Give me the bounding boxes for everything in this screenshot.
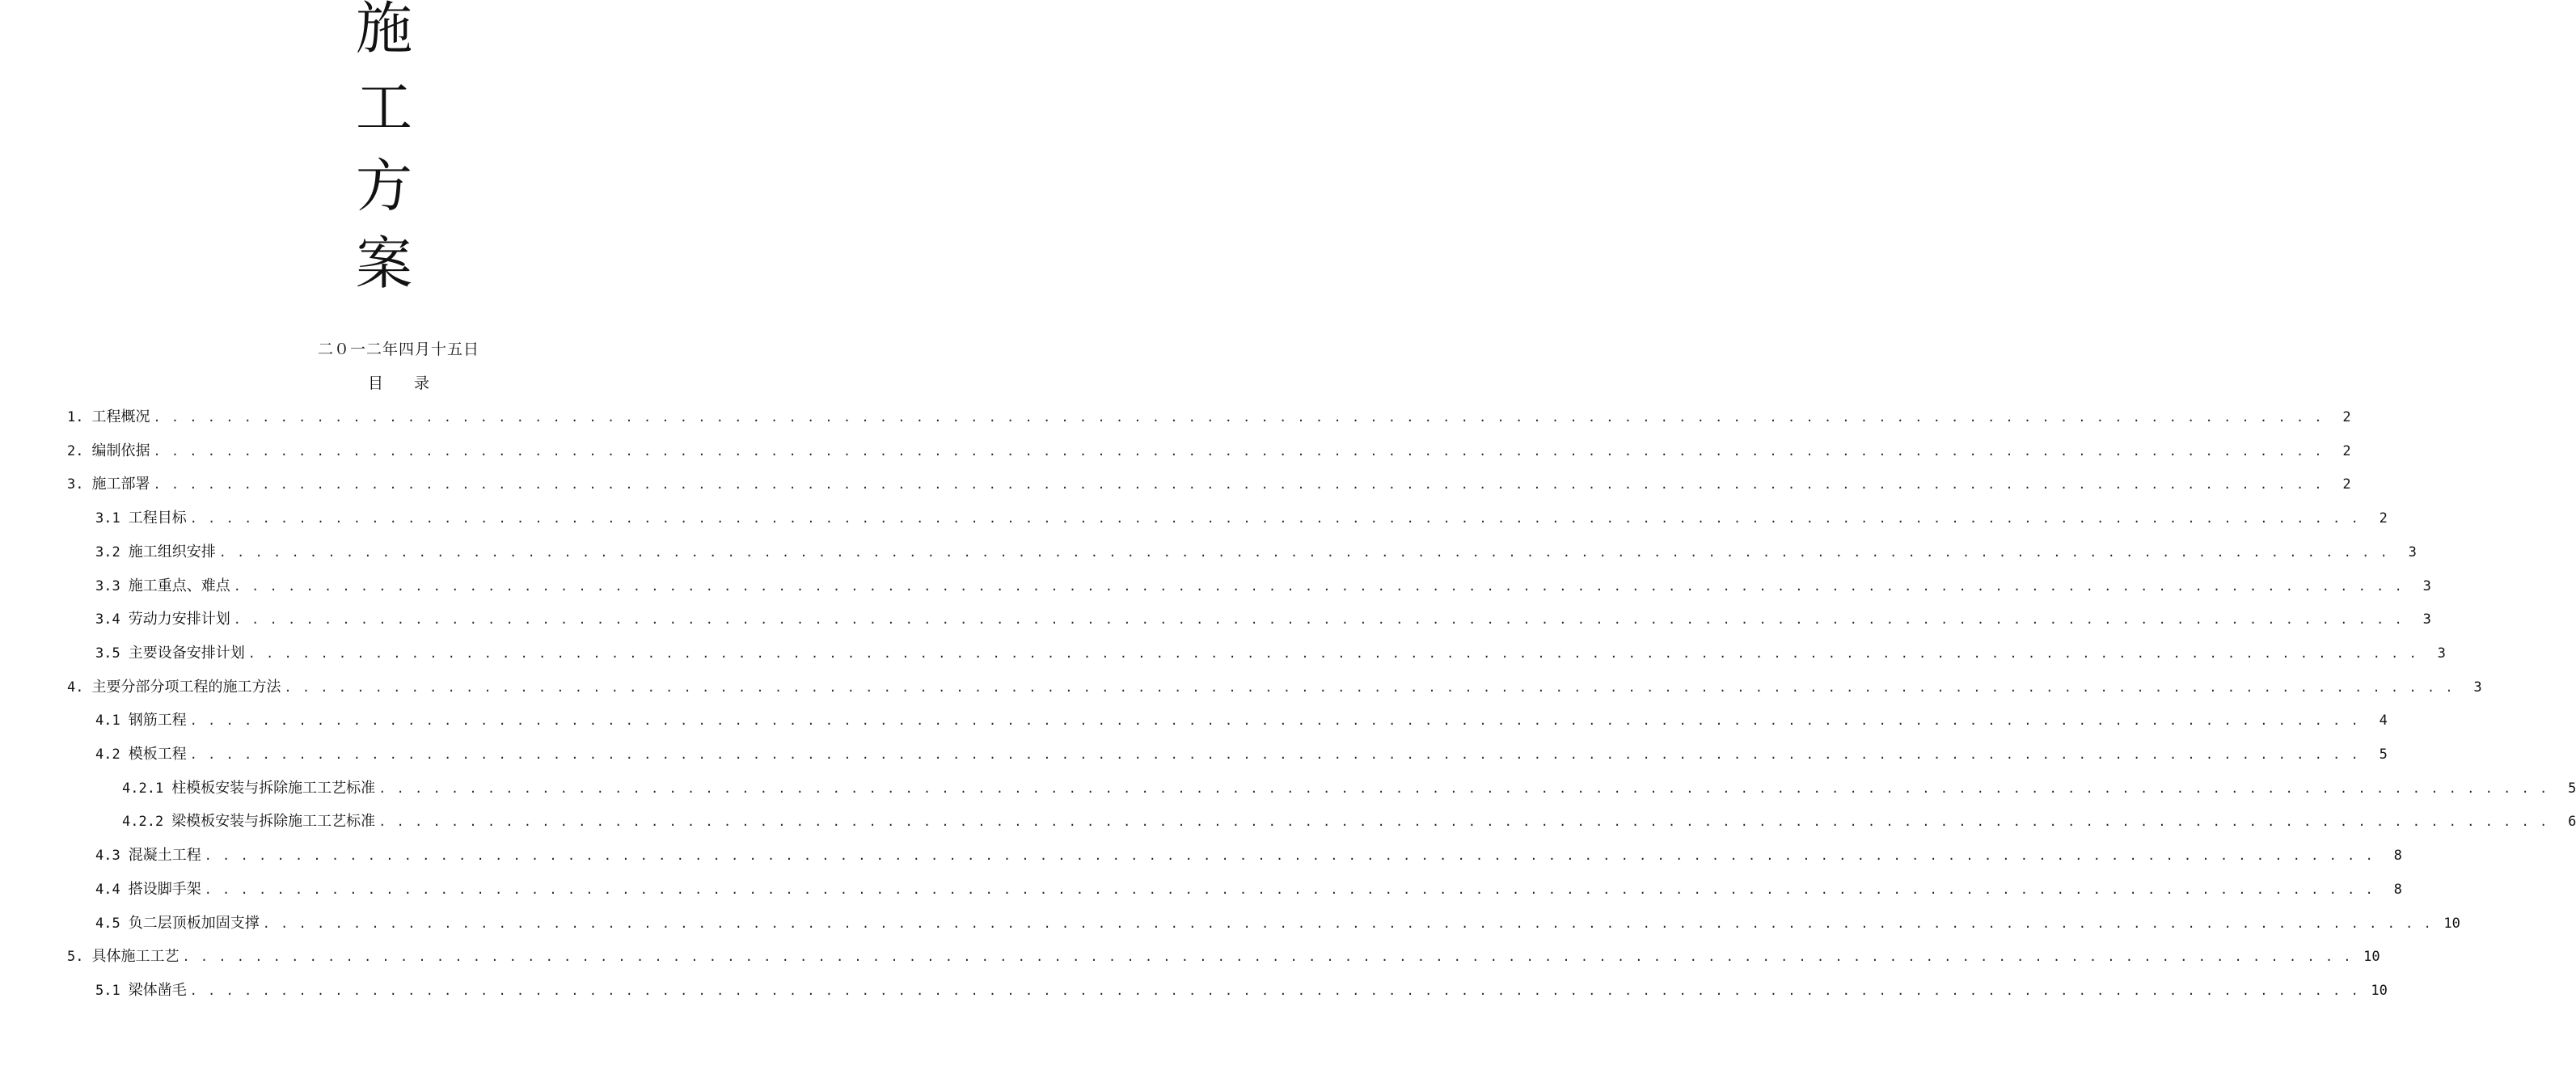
- title-char: 案: [356, 231, 412, 297]
- toc-entry-label: 主要分部分项工程的施工方法: [91, 679, 281, 696]
- toc-entry-page: 8: [2393, 882, 2402, 898]
- toc-leader-dots: . . . . . . . . . . . . . . . . . . . . . . . . . . . . . . . . . . . . . . . . . . . . . . . . . . . . . . . . . . . . . . . . . . . . . . . . . . . . . . . . . . . . . . . . . . . . . . . . . . . . . . . . . . . . . . . . . . . . . . . .: [153, 477, 2324, 492]
- toc-entry-page: 10: [2363, 949, 2380, 965]
- toc-entry-page: 10: [2371, 983, 2388, 999]
- title-char: 施: [356, 0, 412, 61]
- toc-entry-label: 主要设备安排计划: [128, 645, 245, 662]
- toc-entry-label: 搭设脚手架: [128, 881, 201, 898]
- toc-entry-number: 5.: [67, 949, 84, 965]
- toc-leader-dots: . . . . . . . . . . . . . . . . . . . . . . . . . . . . . . . . . . . . . . . . . . . . . . . . . . . . . . . . . . . . . . . . . . . . . . . . . . . . . . . . . . . . . . . . . . . . . . . . . . . . . . . . . . . . . . . . . . . . . . . .: [378, 814, 2549, 829]
- toc-entry[interactable]: [67, 946, 2380, 967]
- toc-entry-label: 负二层顶板加固支撑: [128, 915, 260, 932]
- toc-entry-page: 3: [2437, 645, 2446, 662]
- toc-entry-label: 模板工程: [128, 746, 187, 763]
- toc-entry[interactable]: [95, 643, 2446, 664]
- toc-entry-number: 4.5: [95, 916, 120, 932]
- toc-entry-number: 1.: [67, 409, 84, 425]
- toc-leader-dots: . . . . . . . . . . . . . . . . . . . . . . . . . . . . . . . . . . . . . . . . . . . . . . . . . . . . . . . . . . . . . . . . . . . . . . . . . . . . . . . . . . . . . . . . . . . . . . . . . . . . . . . . . . . . . . . . . . . . . . . .: [189, 511, 2360, 526]
- toc-leader-dots: . . . . . . . . . . . . . . . . . . . . . . . . . . . . . . . . . . . . . . . . . . . . . . . . . . . . . . . . . . . . . . . . . . . . . . . . . . . . . . . . . . . . . . . . . . . . . . . . . . . . . . . . . . . . . . . . . . . . . . . .: [189, 747, 2360, 762]
- toc-entry[interactable]: [95, 845, 2402, 866]
- toc-leader-dots: . . . . . . . . . . . . . . . . . . . . . . . . . . . . . . . . . . . . . . . . . . . . . . . . . . . . . . . . . . . . . . . . . . . . . . . . . . . . . . . . . . . . . . . . . . . . . . . . . . . . . . . . . . . . . . . . . . . . . . . .: [189, 983, 2360, 998]
- toc-entry[interactable]: [95, 508, 2388, 529]
- toc-entry[interactable]: [95, 980, 2388, 1001]
- toc-entry[interactable]: [95, 542, 2417, 563]
- toc-entry-page: 6: [2568, 814, 2576, 830]
- toc-leader-dots: . . . . . . . . . . . . . . . . . . . . . . . . . . . . . . . . . . . . . . . . . . . . . . . . . . . . . . . . . . . . . . . . . . . . . . . . . . . . . . . . . . . . . . . . . . . . . . . . . . . . . . . . . . . . . . . . . . . . . . . .: [153, 410, 2324, 425]
- toc-entry-label: 编制依据: [91, 442, 150, 459]
- toc-entry[interactable]: [95, 913, 2460, 934]
- toc-entry-number: 4.2.2: [122, 814, 164, 830]
- toc-entry-number: 3.3: [95, 578, 120, 594]
- toc-entry-number: 4.: [67, 679, 84, 696]
- toc-entry-label: 施工组织安排: [128, 544, 216, 560]
- toc-entry-page: 3: [2408, 544, 2417, 560]
- toc-leader-dots: . . . . . . . . . . . . . . . . . . . . . . . . . . . . . . . . . . . . . . . . . . . . . . . . . . . . . . . . . . . . . . . . . . . . . . . . . . . . . . . . . . . . . . . . . . . . . . . . . . . . . . . . . . . . . . . . . . . . . . . .: [204, 848, 2375, 863]
- toc-heading-char: 录: [414, 374, 430, 392]
- toc-entry[interactable]: [67, 407, 2351, 428]
- toc-entry[interactable]: [95, 879, 2402, 900]
- toc-entry-label: 工程概况: [91, 408, 150, 425]
- toc-leader-dots: . . . . . . . . . . . . . . . . . . . . . . . . . . . . . . . . . . . . . . . . . . . . . . . . . . . . . . . . . . . . . . . . . . . . . . . . . . . . . . . . . . . . . . . . . . . . . . . . . . . . . . . . . . . . . . . . . . . . . . . .: [262, 916, 2433, 931]
- toc-entry[interactable]: [95, 744, 2388, 765]
- toc-entry-label: 梁模板安装与拆除施工工艺标准: [171, 813, 376, 830]
- toc-entry-number: 4.4: [95, 882, 120, 898]
- title-char: 方: [356, 153, 412, 219]
- toc-entry-number: 3.2: [95, 544, 120, 560]
- toc-entry[interactable]: [122, 811, 2576, 832]
- toc-entry[interactable]: [95, 609, 2431, 630]
- toc-entry[interactable]: [67, 441, 2351, 462]
- toc-entry-number: 5.1: [95, 983, 120, 999]
- toc-leader-dots: . . . . . . . . . . . . . . . . . . . . . . . . . . . . . . . . . . . . . . . . . . . . . . . . . . . . . . . . . . . . . . . . . . . . . . . . . . . . . . . . . . . . . . . . . . . . . . . . . . . . . . . . . . . . . . . . . . . . . . . .: [189, 713, 2360, 728]
- toc-leader-dots: . . . . . . . . . . . . . . . . . . . . . . . . . . . . . . . . . . . . . . . . . . . . . . . . . . . . . . . . . . . . . . . . . . . . . . . . . . . . . . . . . . . . . . . . . . . . . . . . . . . . . . . . . . . . . . . . . . . . . . . .: [218, 545, 2389, 560]
- toc-entry-page: 5: [2568, 780, 2576, 797]
- toc-entry-number: 4.3: [95, 848, 120, 864]
- toc-entry-number: 4.1: [95, 713, 120, 729]
- toc-entry-page: 2: [2379, 510, 2388, 527]
- toc-entry-page: 2: [2342, 443, 2351, 459]
- toc-leader-dots: . . . . . . . . . . . . . . . . . . . . . . . . . . . . . . . . . . . . . . . . . . . . . . . . . . . . . . . . . . . . . . . . . . . . . . . . . . . . . . . . . . . . . . . . . . . . . . . . . . . . . . . . . . . . . . . . . . . . . . . .: [284, 680, 2455, 695]
- toc-leader-dots: . . . . . . . . . . . . . . . . . . . . . . . . . . . . . . . . . . . . . . . . . . . . . . . . . . . . . . . . . . . . . . . . . . . . . . . . . . . . . . . . . . . . . . . . . . . . . . . . . . . . . . . . . . . . . . . . . . . . . . . .: [153, 444, 2324, 459]
- toc-entry[interactable]: [67, 474, 2351, 495]
- toc-entry-number: 3.: [67, 476, 84, 493]
- document-date: 二０一二年四月十五日: [317, 340, 479, 358]
- toc-entry-number: 4.2.1: [122, 780, 164, 797]
- toc-entry-page: 5: [2379, 747, 2388, 763]
- title-char: 工: [356, 74, 412, 141]
- toc-entry-page: 10: [2443, 916, 2460, 932]
- toc-entry-number: 3.5: [95, 645, 120, 662]
- toc-entry[interactable]: [95, 576, 2431, 597]
- toc-entry-label: 施工重点、难点: [128, 577, 230, 594]
- toc-entry-number: 3.1: [95, 510, 120, 527]
- toc-entry-number: 2.: [67, 443, 84, 459]
- toc-leader-dots: . . . . . . . . . . . . . . . . . . . . . . . . . . . . . . . . . . . . . . . . . . . . . . . . . . . . . . . . . . . . . . . . . . . . . . . . . . . . . . . . . . . . . . . . . . . . . . . . . . . . . . . . . . . . . . . . . . . . . . . .: [182, 950, 2353, 964]
- toc-entry-number: 4.2: [95, 747, 120, 763]
- toc-entry[interactable]: [67, 677, 2482, 698]
- toc-entry-label: 工程目标: [128, 510, 187, 527]
- toc-entry-label: 钢筋工程: [128, 712, 187, 729]
- toc-entry-label: 柱模板安装与拆除施工工艺标准: [171, 780, 376, 797]
- toc-leader-dots: . . . . . . . . . . . . . . . . . . . . . . . . . . . . . . . . . . . . . . . . . . . . . . . . . . . . . . . . . . . . . . . . . . . . . . . . . . . . . . . . . . . . . . . . . . . . . . . . . . . . . . . . . . . . . . . . . . . . . . . .: [233, 579, 2404, 594]
- toc-leader-dots: . . . . . . . . . . . . . . . . . . . . . . . . . . . . . . . . . . . . . . . . . . . . . . . . . . . . . . . . . . . . . . . . . . . . . . . . . . . . . . . . . . . . . . . . . . . . . . . . . . . . . . . . . . . . . . . . . . . . . . . .: [378, 781, 2549, 796]
- toc-entry-page: 3: [2422, 611, 2431, 628]
- toc-heading: [0, 374, 797, 393]
- toc-entry-label: 具体施工工艺: [91, 948, 179, 965]
- toc-heading-char: 目: [367, 374, 383, 392]
- toc-entry-page: 2: [2342, 409, 2351, 425]
- toc-entry-label: 施工部署: [91, 476, 150, 493]
- toc-entry-page: 8: [2393, 848, 2402, 864]
- toc-entry-page: 4: [2379, 713, 2388, 729]
- toc-entry-number: 3.4: [95, 611, 120, 628]
- toc-leader-dots: . . . . . . . . . . . . . . . . . . . . . . . . . . . . . . . . . . . . . . . . . . . . . . . . . . . . . . . . . . . . . . . . . . . . . . . . . . . . . . . . . . . . . . . . . . . . . . . . . . . . . . . . . . . . . . . . . . . . . . . .: [204, 882, 2375, 897]
- toc-leader-dots: . . . . . . . . . . . . . . . . . . . . . . . . . . . . . . . . . . . . . . . . . . . . . . . . . . . . . . . . . . . . . . . . . . . . . . . . . . . . . . . . . . . . . . . . . . . . . . . . . . . . . . . . . . . . . . . . . . . . . . . .: [233, 612, 2404, 627]
- toc-entry-page: 3: [2422, 578, 2431, 594]
- toc-entry-label: 劳动力安排计划: [128, 611, 230, 628]
- toc-entry-page: 3: [2473, 679, 2482, 696]
- toc-entry-page: 2: [2342, 476, 2351, 493]
- toc-leader-dots: . . . . . . . . . . . . . . . . . . . . . . . . . . . . . . . . . . . . . . . . . . . . . . . . . . . . . . . . . . . . . . . . . . . . . . . . . . . . . . . . . . . . . . . . . . . . . . . . . . . . . . . . . . . . . . . . . . . . . . . .: [247, 646, 2418, 661]
- toc-entry-label: 混凝土工程: [128, 847, 201, 864]
- toc-entry[interactable]: [122, 778, 2576, 799]
- toc-entry-label: 梁体凿毛: [128, 982, 187, 999]
- toc-entry[interactable]: [95, 710, 2388, 731]
